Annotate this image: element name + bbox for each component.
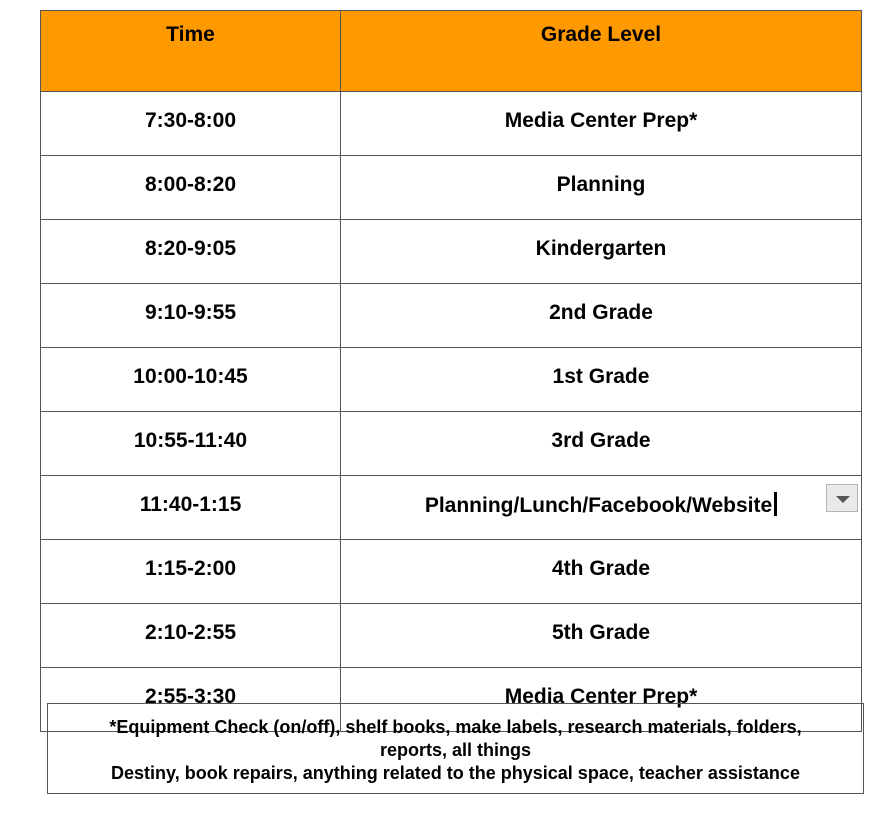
- table-row-active: [41, 476, 862, 540]
- grade-cell[interactable]: 1st Grade: [341, 348, 862, 412]
- grade-cell[interactable]: Media Center Prep*: [341, 668, 862, 732]
- table-row: [41, 348, 862, 412]
- table-row: [41, 412, 862, 476]
- grade-cell-text: Planning/Lunch/Facebook/Website: [424, 493, 773, 517]
- chevron-down-icon: [836, 496, 850, 503]
- header-time: Time: [41, 11, 341, 92]
- time-cell[interactable]: 1:15-2:00: [41, 540, 341, 604]
- table-row: [41, 220, 862, 284]
- table-row: [41, 156, 862, 220]
- time-cell[interactable]: 10:55-11:40: [41, 412, 341, 476]
- table-row: [41, 284, 862, 348]
- grade-cell[interactable]: 2nd Grade: [341, 284, 862, 348]
- grade-cell-editing[interactable]: [341, 476, 862, 540]
- time-cell[interactable]: 8:00-8:20: [41, 156, 341, 220]
- time-cell[interactable]: 7:30-8:00: [41, 92, 341, 156]
- table-row: [41, 604, 862, 668]
- time-cell[interactable]: 2:10-2:55: [41, 604, 341, 668]
- footnote-line-2: reports, all things: [379, 740, 532, 760]
- text-cursor: [774, 492, 777, 516]
- grade-cell[interactable]: 3rd Grade: [341, 412, 862, 476]
- cell-dropdown-button[interactable]: [826, 484, 858, 512]
- grade-cell[interactable]: 4th Grade: [341, 540, 862, 604]
- time-cell[interactable]: 11:40-1:15: [41, 476, 341, 540]
- grade-cell[interactable]: Kindergarten: [341, 220, 862, 284]
- time-cell[interactable]: 2:55-3:30: [41, 668, 341, 732]
- time-cell[interactable]: 10:00-10:45: [41, 348, 341, 412]
- table-row: [41, 92, 862, 156]
- header-grade-level: Grade Level: [341, 11, 862, 92]
- time-cell[interactable]: 9:10-9:55: [41, 284, 341, 348]
- footnote-box[interactable]: [47, 703, 864, 794]
- grade-cell[interactable]: Media Center Prep*: [341, 92, 862, 156]
- footnote-line-1: *Equipment Check (on/off), shelf books, make labels, research materials, folders,: [109, 717, 802, 737]
- grade-cell[interactable]: Planning: [341, 156, 862, 220]
- grade-cell[interactable]: 5th Grade: [341, 604, 862, 668]
- time-cell[interactable]: 8:20-9:05: [41, 220, 341, 284]
- table-header-row: [41, 11, 862, 92]
- footnote-line-3: Destiny, book repairs, anything related to the physical space, teacher assistance: [111, 763, 800, 783]
- schedule-table: [40, 10, 862, 732]
- table-row: [41, 540, 862, 604]
